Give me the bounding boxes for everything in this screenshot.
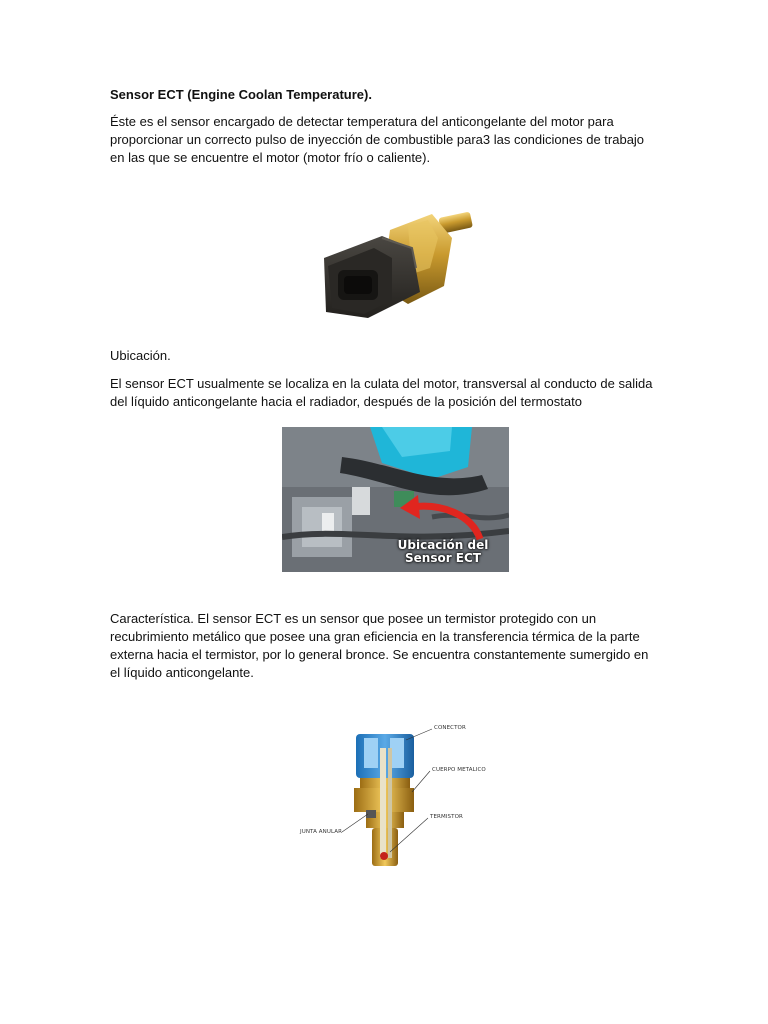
location-heading: Ubicación. — [110, 348, 171, 363]
label-conector: CONECTOR — [434, 725, 466, 731]
label-termistor: TERMISTOR — [430, 814, 463, 820]
label-cuerpo-metalico: CUERPO METALICO — [432, 767, 486, 773]
document-title: Sensor ECT (Engine Coolan Temperature). — [110, 87, 372, 102]
ect-sensor-photo — [312, 208, 474, 335]
characteristic-paragraph: Característica. El sensor ECT es un sensor que posee un termistor protegido con un recubrimiento metálico que posee una gran eficiencia en la transferencia térmica de la parte externa hacia el termistor, por lo general bronce. Se encuentra constantemente sumergido en el líquido anticongelante. — [110, 611, 649, 680]
label-junta-anular: JUNTA ANULAR — [300, 829, 343, 835]
photo-caption-line1: Ubicación del — [397, 538, 489, 552]
sensor-location-photo — [282, 427, 509, 572]
intro-paragraph: Éste es el sensor encargado de detectar temperatura del anticongelante del motor para proporcionar un correcto pulso de inyección de combustible para3 las condiciones de trabajo en las que se encuentre el motor (motor frío o caliente). — [110, 114, 645, 165]
photo-caption-line2: Sensor ECT — [405, 551, 481, 565]
location-paragraph: El sensor ECT usualmente se localiza en la culata del motor, transversal al conducto de salida del líquido anticongelante hacia el radiador, después de la posición del termostato — [110, 376, 653, 409]
sensor-cutaway-diagram — [296, 718, 490, 876]
